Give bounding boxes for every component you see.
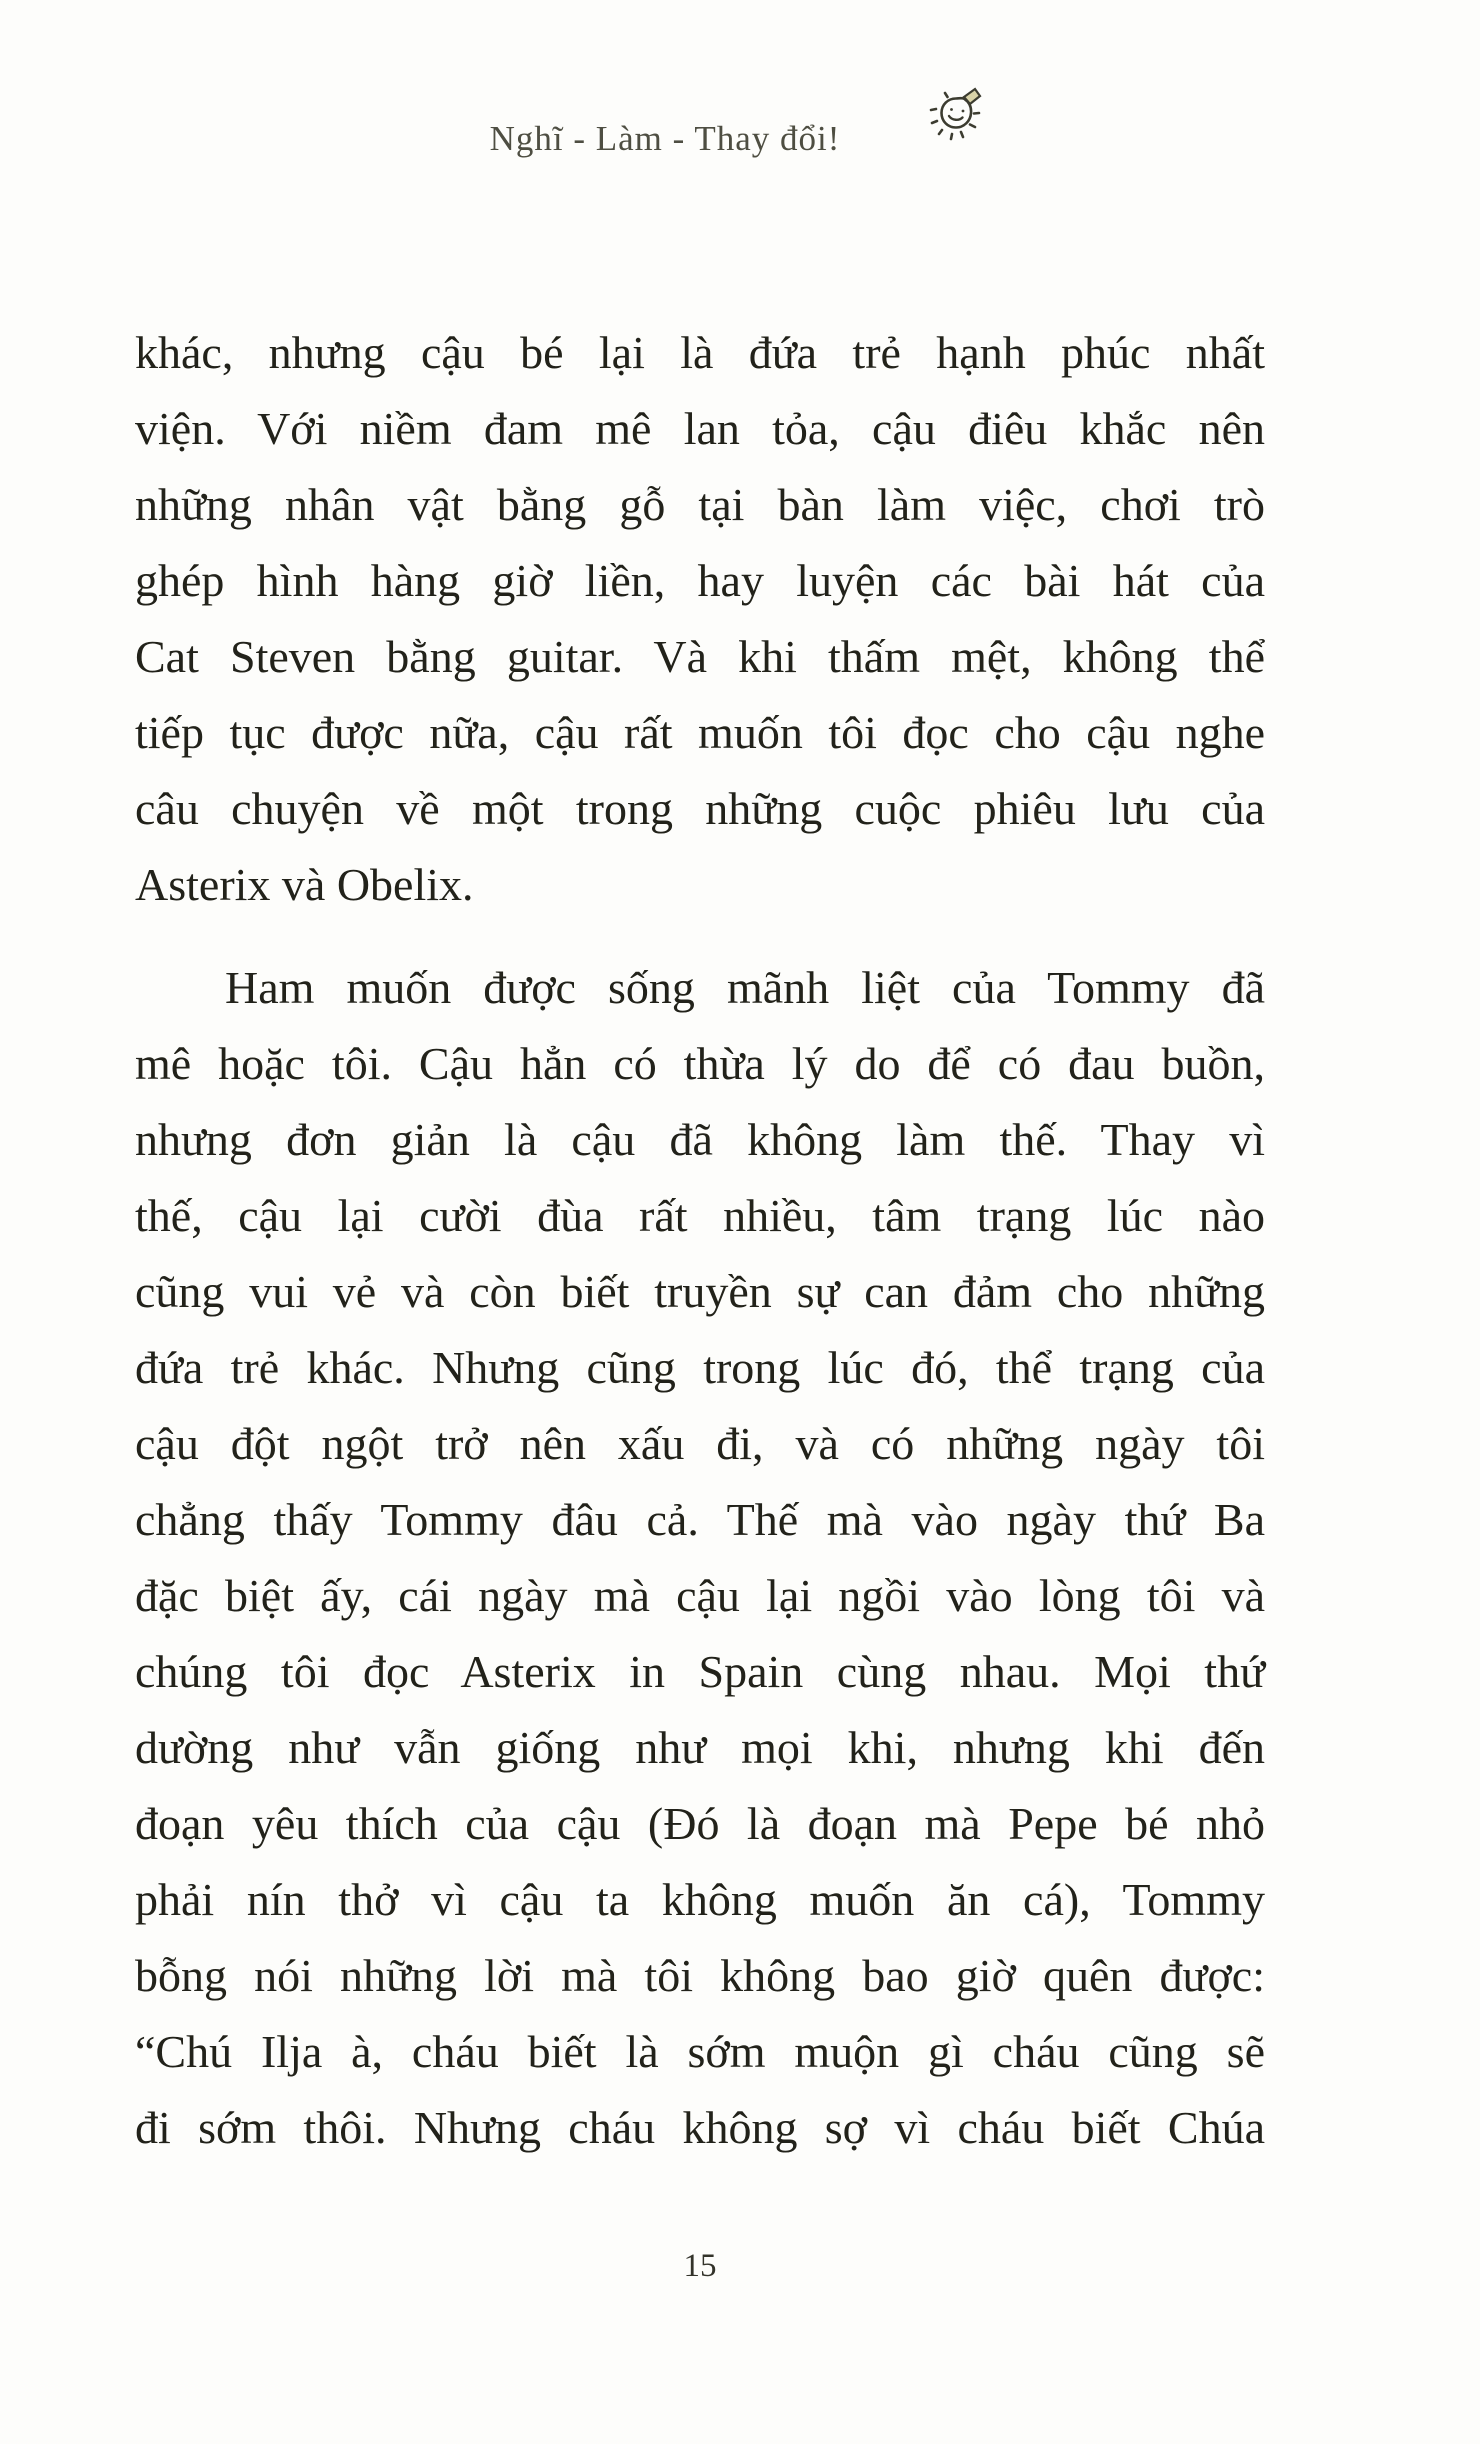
text-line: viện. Với niềm đam mê lan tỏa, cậu điêu khắc nên — [135, 403, 1265, 454]
paragraph-1 — [135, 315, 1265, 923]
text-line: bỗng nói những lời mà tôi không bao giờ quên được: — [135, 1950, 1265, 2001]
text-line: cũng vui vẻ và còn biết truyền sự can đảm cho những — [135, 1266, 1265, 1317]
text-line: đoạn yêu thích của cậu (Đó là đoạn mà Pepe bé nhỏ — [135, 1798, 1265, 1849]
text-line: dường như vẫn giống như mọi khi, nhưng khi đến — [135, 1722, 1265, 1773]
text-line: thế, cậu lại cười đùa rất nhiều, tâm trạng lúc nào — [135, 1190, 1265, 1241]
text-line: đặc biệt ấy, cái ngày mà cậu lại ngồi vào lòng tôi và — [135, 1570, 1265, 1621]
body-text-block — [135, 315, 1265, 2166]
page-header — [135, 83, 1265, 163]
text-line: “Chú Ilja à, cháu biết là sớm muộn gì cháu cũng sẽ — [135, 2026, 1265, 2077]
running-header-title: Nghĩ - Làm - Thay đổi! — [489, 119, 841, 158]
paragraph-2 — [135, 950, 1265, 2166]
text-line: ghép hình hàng giờ liền, hay luyện các bài hát của — [135, 555, 1265, 606]
text-line: Cat Steven bằng guitar. Và khi thấm mệt, không thể — [135, 631, 1265, 682]
text-line: tiếp tục được nữa, cậu rất muốn tôi đọc cho cậu nghe — [135, 707, 1265, 758]
text-line: đứa trẻ khác. Nhưng cũng trong lúc đó, thể trạng của — [135, 1342, 1265, 1393]
text-line: chẳng thấy Tommy đâu cả. Thế mà vào ngày thứ Ba — [135, 1494, 1265, 1545]
lightbulb-smiley-doodle-icon — [923, 83, 987, 153]
text-line: đi sớm thôi. Nhưng cháu không sợ vì cháu biết Chúa — [135, 2102, 1265, 2153]
text-line: chúng tôi đọc Asterix in Spain cùng nhau. Mọi thứ — [135, 1646, 1265, 1697]
text-line: Ham muốn được sống mãnh liệt của Tommy đã — [225, 962, 1265, 1013]
text-line: Asterix và Obelix. — [135, 859, 474, 910]
text-line: cậu đột ngột trở nên xấu đi, và có những ngày tôi — [135, 1418, 1265, 1469]
text-line: phải nín thở vì cậu ta không muốn ăn cá), Tommy — [135, 1874, 1265, 1925]
text-line: mê hoặc tôi. Cậu hẳn có thừa lý do để có đau buồn, — [135, 1038, 1265, 1089]
text-line: những nhân vật bằng gỗ tại bàn làm việc, chơi trò — [135, 479, 1265, 530]
text-line: khác, nhưng cậu bé lại là đứa trẻ hạnh phúc nhất — [135, 327, 1265, 378]
text-line: câu chuyện về một trong những cuộc phiêu lưu của — [135, 783, 1265, 834]
text-line: nhưng đơn giản là cậu đã không làm thế. Thay vì — [135, 1114, 1265, 1165]
page-number: 15 — [683, 2248, 717, 2284]
